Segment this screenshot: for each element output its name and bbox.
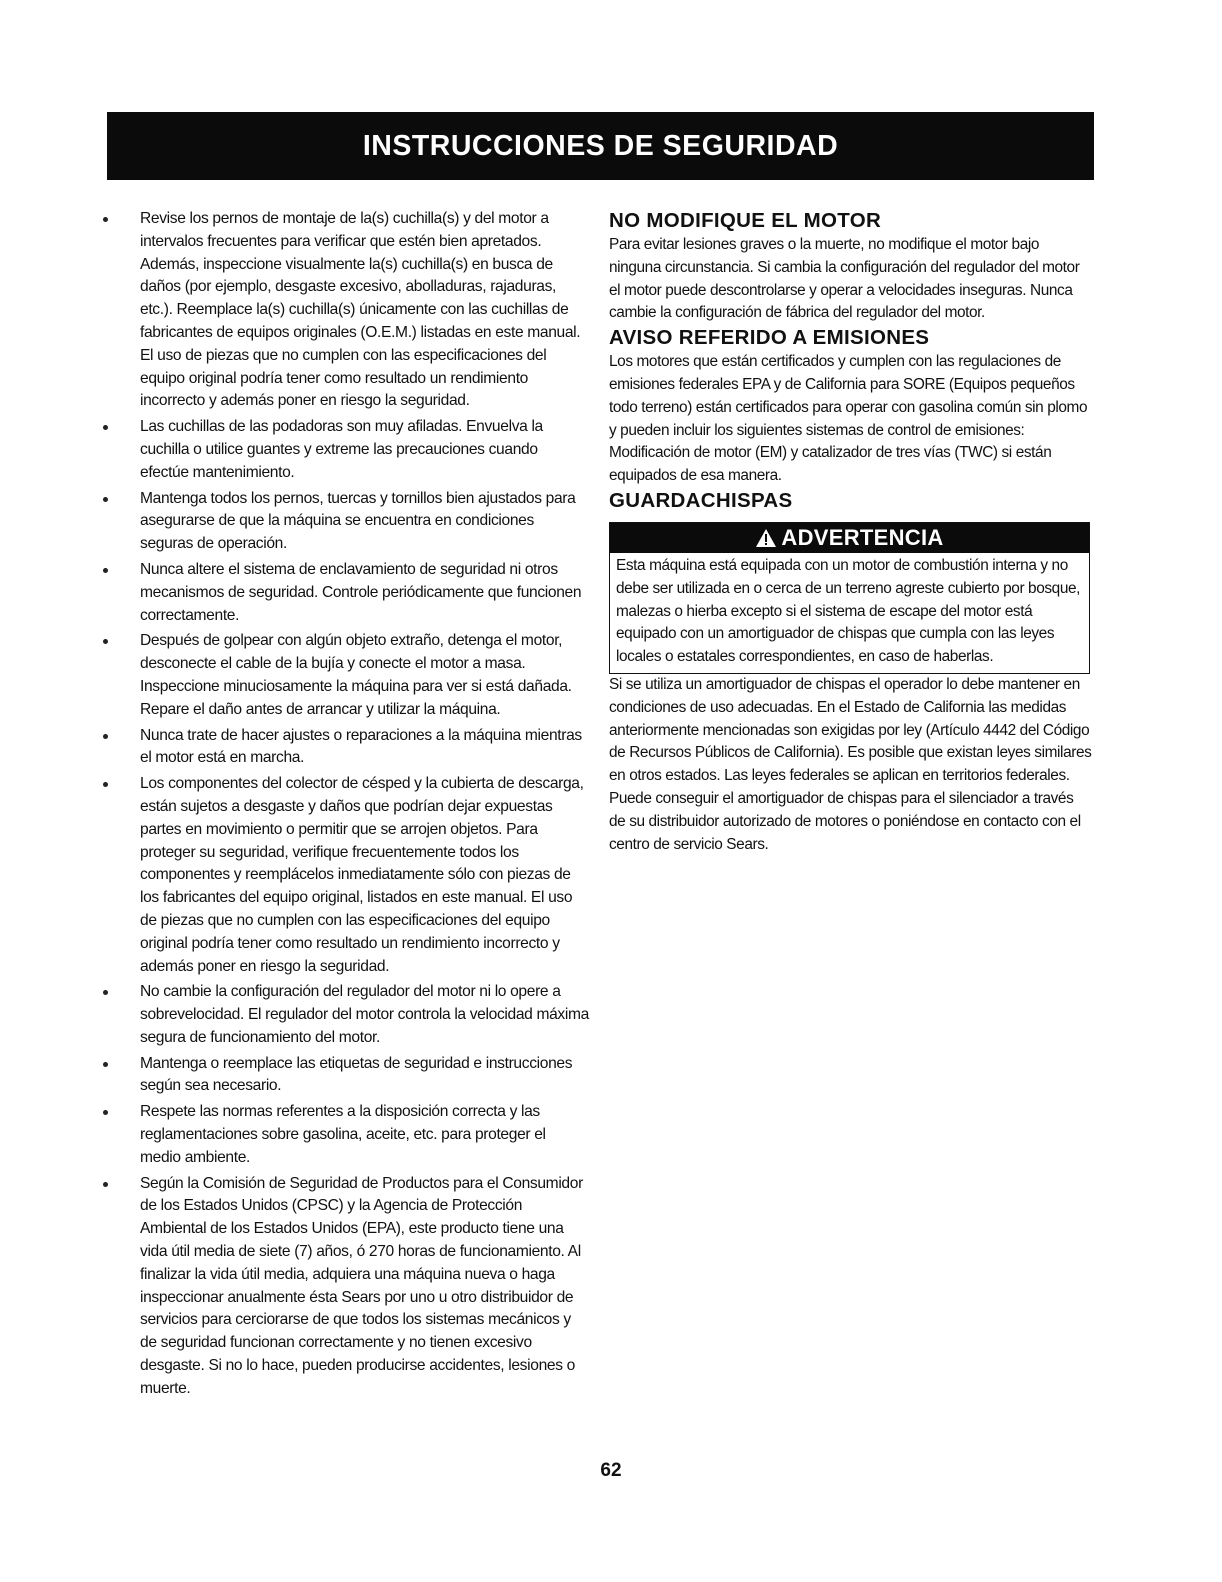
- warning-triangle-icon: [755, 528, 777, 548]
- spark-paragraph-2: Puede conseguir el amortiguador de chispas para el silenciador a través de su distribuidor autorizado de motores o poniéndose en contacto con el centro de servicio Sears.: [609, 789, 1081, 853]
- warning-text: Esta máquina está equipada con un motor de combustión interna y no debe ser utilizada en o cerca de un terreno agreste cubierto por bosque, malezas o hierba excepto si el sistema de escape del motor está equipado con un amortiguador de chispas que cumpla con las leyes locales o estatales correspondientes, en caso de haberlas.: [616, 556, 1081, 666]
- bullet-icon: [103, 734, 108, 739]
- list-item: [103, 773, 590, 978]
- list-item-text: Mantenga todos los pernos, tuercas y tornillos bien ajustados para asegurarse de que la máquina se encuentra en condiciones seguras de operación.: [140, 489, 576, 553]
- list-item-text: Los componentes del colector de césped y la cubierta de descarga, están sujetos a desgaste y daños que podrían dejar expuestas partes en movimiento o permitir que se arrojen objetos. Para proteger su seguridad, verifique frecuentemente todos los componentes y reemplácelos inmediatamente sólo con piezas de los fabricantes del equipo original, listados en este manual. El uso de piezas que no cumplen con las especificaciones del equipo original podría tener como resultado un rendimiento incorrecto y además poner en riesgo la seguridad.: [140, 775, 584, 975]
- bullet-icon: [103, 425, 108, 430]
- list-item: [103, 630, 590, 721]
- warning-header: [610, 523, 1089, 553]
- page-title-banner: [107, 112, 1094, 180]
- list-item-text: Según la Comisión de Seguridad de Productos para el Consumidor de los Estados Unidos (CPSC) y la Agencia de Protección Ambiental de los Estados Unidos (EPA), este producto tiene una vida útil media de siete (7) años, ó 270 horas de funcionamiento. Al finalizar la vida útil media, adquiera una máquina nueva o haga inspeccionar anualmente ésta Sears por uno u otro distribuidor de servicios para cerciorarse de que todos los sistemas mecánicos y de seguridad funcionan correctamente y no tienen excesivo desgaste. Si no lo hace, pueden producirse accidentes, lesiones o muerte.: [140, 1174, 583, 1397]
- list-item-text: Nunca altere el sistema de enclavamiento de seguridad ni otros mecanismos de seguridad. Controle periódicamente que funcionen correctamente.: [140, 560, 582, 624]
- list-item-text: Nunca trate de hacer ajustes o reparaciones a la máquina mientras el motor está en marcha.: [140, 726, 582, 767]
- motor-text: Para evitar lesiones graves o la muerte, no modifique el motor bajo ninguna circunstancia. Si cambia la configuración del regulador del motor el motor puede descontrolarse y operar a velocidades inseguras. Nunca cambie la configuración de fábrica del regulador del motor.: [609, 236, 1080, 322]
- page-number: 62: [600, 1460, 622, 1481]
- bullet-icon: [103, 782, 108, 787]
- list-item: [103, 488, 590, 556]
- list-item-text: No cambie la configuración del regulador del motor ni lo opere a sobrevelocidad. El regulador del motor controla la velocidad máxima segura de funcionamiento del motor.: [140, 983, 589, 1046]
- spark-paragraph-1: Si se utiliza un amortiguador de chispas el operador lo debe mantener en condiciones de uso adecuadas. En el Estado de California las medidas anteriormente mencionadas son exigidas por ley (Artículo 4442 del Código de Recursos Públicos de California). Es posible que existan leyes similares en otros estados. Las leyes federales se aplican en territorios federales.: [609, 675, 1092, 785]
- list-item: [103, 725, 590, 771]
- page-title: INSTRUCCIONES DE SEGURIDAD: [362, 129, 839, 162]
- list-item: [103, 416, 590, 484]
- list-item-text: Las cuchillas de las podadoras son muy afiladas. Envuelva la cuchilla o utilice guantes y extreme las precauciones cuando efectúe mantenimiento.: [140, 418, 543, 481]
- list-item: [103, 981, 590, 1049]
- list-item: [103, 1053, 590, 1099]
- bullet-icon: [103, 568, 108, 573]
- list-item-text: Revise los pernos de montaje de la(s) cuchilla(s) y del motor a intervalos frecuentes para verificar que estén bien apretados. Además, inspeccione visualmente la(s) cuchilla(s) en busca de daños (por ejemplo, desgaste excesivo, abolladuras, rajaduras, etc.). Reemplace la(s) cuchilla(s) únicamente con las cuchillas de fabricantes de equipos originales (O.E.M.) listadas en este manual. El uso de piezas que no cumplen con las especificaciones del equipo original podría tener como resultado un rendimiento incorrecto y además poner en riesgo la seguridad.: [140, 210, 581, 410]
- bullet-icon: [103, 1182, 108, 1187]
- bullet-icon: [103, 1062, 108, 1067]
- motor-heading: NO MODIFIQUE EL MOTOR: [609, 209, 882, 232]
- warning-label: ADVERTENCIA: [781, 524, 944, 550]
- bullet-icon: [103, 217, 108, 222]
- list-item-text: Mantenga o reemplace las etiquetas de seguridad e instrucciones según sea necesario.: [140, 1054, 573, 1095]
- left-column: [103, 208, 590, 1404]
- list-item: [103, 1101, 590, 1169]
- spark-arrestor-heading: GUARDACHISPAS: [609, 488, 793, 512]
- list-item-text: Respete las normas referentes a la disposición correcta y las reglamentaciones sobre gasolina, aceite, etc. para proteger el medio ambiente.: [140, 1103, 546, 1166]
- bullet-icon: [103, 639, 108, 644]
- emissions-text: Los motores que están certificados y cumplen con las regulaciones de emisiones federales EPA y de California para SORE (Equipos pequeños todo terreno) están certificados para operar con gasolina común sin plomo y pueden incluir los siguientes sistemas de control de emisiones: Modificación de motor (EM) y catalizador de tres vías (TWC) si están equipados de esa manera.: [609, 353, 1088, 485]
- list-item: [103, 559, 590, 627]
- list-item: [103, 208, 590, 413]
- list-item-text: Después de golpear con algún objeto extraño, detenga el motor, desconecte el cable de la bujía y conecte el motor a masa. Inspeccione minuciosamente la máquina para ver si está dañada. Repare el daño antes de arrancar y utilizar la máquina.: [140, 632, 572, 718]
- safety-bullet-list: [103, 208, 590, 1401]
- warning-box: [609, 522, 1090, 674]
- bullet-icon: [103, 497, 108, 502]
- bullet-icon: [103, 990, 108, 995]
- emissions-heading: AVISO REFERIDO A EMISIONES: [609, 326, 930, 350]
- right-column: [609, 208, 1093, 856]
- list-item: [103, 1173, 590, 1401]
- bullet-icon: [103, 1110, 108, 1115]
